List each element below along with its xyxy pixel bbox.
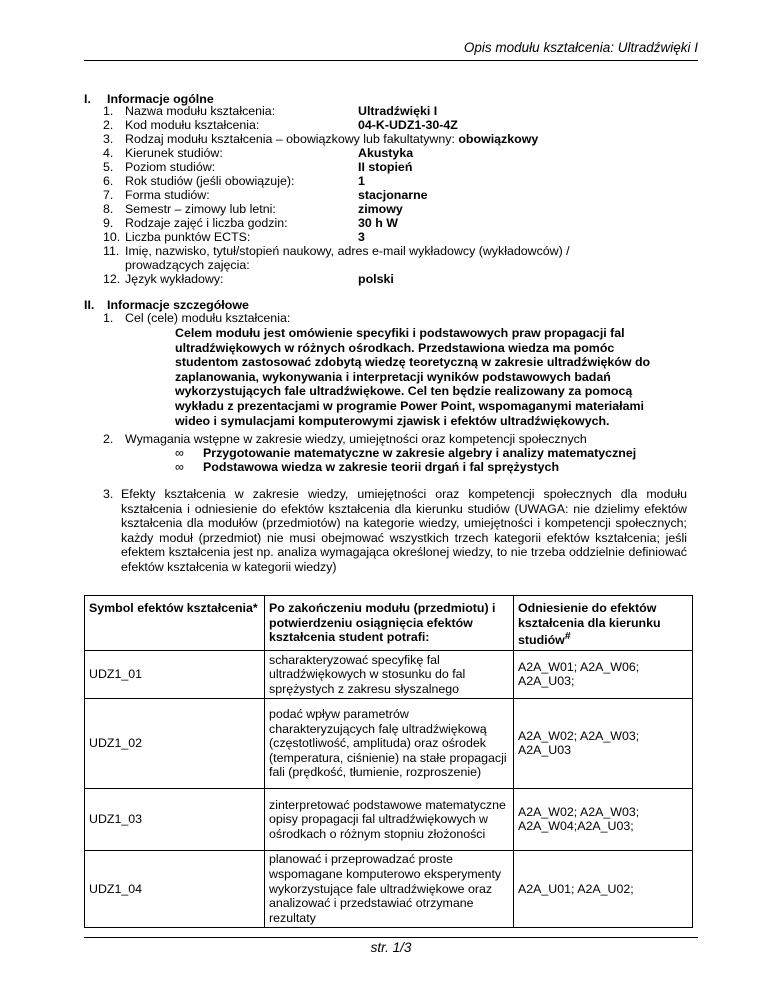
footer-divider bbox=[84, 937, 698, 938]
section-2-number: II. bbox=[84, 298, 95, 312]
column-header: Odniesienie do efektów kształcenia dla kierunku studiów# bbox=[514, 596, 693, 651]
table-cell-desc: planować i przeprowadzać proste wspomagane komputerowo eksperymenty wykorzystujące fale ultradźwiękowe oraz analizować i przedstawiać otrzymane rezultaty bbox=[265, 850, 514, 927]
field-value: Akustyka bbox=[358, 146, 414, 160]
list-item: 4. Kierunek studiów: bbox=[103, 146, 223, 160]
table-cell-desc: scharakteryzować specyfikę fal ultradźwiękowych w stosunku do fal sprężystych z zakresu słyszalnego bbox=[265, 650, 514, 698]
field-value: 30 h W bbox=[358, 216, 398, 230]
infinity-bullet-icon: ∞ bbox=[175, 460, 184, 474]
effects-description: Efekty kształcenia w zakresie wiedzy, umiejętności oraz kompetencji społecznych dla modułu kształcenia i odniesienie do efektów kształcenia dla kierunku studiów (UWAGA: nie dzielimy efektów kształcenia dla modułów (przedmiotów) na kategorie wiedzy, umiejętności i kompetencji społecznych; każdy moduł (przedmiot) nie musi obejmować wszystkich trzech kategorii efektów kształcenia; jeśli efektem kształcenia jest np. analiza wymagająca określonej wiedzy, to nie trzeba oddzielnie definiować efektów kształcenia w kategorii wiedzy) bbox=[121, 487, 687, 574]
table-row bbox=[85, 698, 693, 788]
field-value: obowiązkowy bbox=[458, 132, 539, 146]
table-row bbox=[85, 788, 693, 850]
field-value: 04-K-UDZ1-30-4Z bbox=[358, 118, 458, 132]
table-cell-ref: A2A_U01; A2A_U02; bbox=[514, 850, 693, 927]
table-cell-ref: A2A_W01; A2A_W06; A2A_U03; bbox=[514, 650, 693, 698]
list-item: 2. Kod modułu kształcenia: bbox=[103, 118, 260, 132]
footnote-mark: # bbox=[564, 631, 571, 643]
list-item: 3. Rodzaj modułu kształcenia – obowiązkowy lub fakultatywny: obowiązkowy bbox=[103, 132, 539, 146]
list-item: 11. Imię, nazwisko, tytuł/stopień naukowy, adres e-mail wykładowcy (wykładowców) / bbox=[103, 244, 570, 258]
list-number: 3. bbox=[103, 487, 114, 501]
requirement-bullet: ∞ Podstawowa wiedza w zakresie teorii drgań i fal sprężystych bbox=[175, 460, 560, 474]
list-item: 2. Wymagania wstępne w zakresie wiedzy, umiejętności oraz kompetencji społecznych bbox=[103, 432, 587, 446]
page-header-title: Opis modułu kształcenia: Ultradźwięki I bbox=[463, 40, 698, 55]
section-2-title: Informacje szczegółowe bbox=[107, 298, 249, 312]
list-item: 9. Rodzaje zajęć i liczba godzin: bbox=[103, 216, 288, 230]
column-header: Symbol efektów kształcenia* bbox=[85, 596, 265, 651]
table-header-row bbox=[85, 596, 693, 651]
field-value: polski bbox=[358, 272, 394, 286]
learning-effects-table bbox=[84, 595, 693, 928]
section-1-number: I. bbox=[84, 92, 91, 106]
field-value: 3 bbox=[358, 230, 365, 244]
list-item: 7. Forma studiów: bbox=[103, 188, 210, 202]
page-number: str. 1/3 bbox=[370, 940, 412, 955]
list-item: 10. Liczba punktów ECTS: bbox=[103, 230, 251, 244]
list-item: 1. Nazwa modułu kształcenia: bbox=[103, 104, 276, 118]
section-1-title: Informacje ogólne bbox=[107, 92, 214, 106]
table-row bbox=[85, 650, 693, 698]
table-cell-symbol: UDZ1_02 bbox=[85, 698, 265, 788]
requirement-bullet: ∞ Przygotowanie matematyczne w zakresie algebry i analizy matematycznej bbox=[175, 446, 637, 460]
table-row bbox=[85, 850, 693, 927]
table-cell-symbol: UDZ1_03 bbox=[85, 788, 265, 850]
field-value: II stopień bbox=[358, 160, 413, 174]
field-value: Ultradźwięki I bbox=[358, 104, 438, 118]
field-value: zimowy bbox=[358, 202, 403, 216]
list-item: 1. Cel (cele) modułu kształcenia: bbox=[103, 311, 291, 325]
table-cell-symbol: UDZ1_01 bbox=[85, 650, 265, 698]
list-item: 5. Poziom studiów: bbox=[103, 160, 216, 174]
header-divider bbox=[84, 60, 698, 61]
list-item: 12. Język wykładowy: bbox=[103, 272, 224, 286]
module-goal-text: Celem modułu jest omówienie specyfiki i podstawowych praw propagacji fal ultradźwiękowych w różnych ośrodkach. Przedstawiona wiedza ma pomóc studentom zastosować zdobytą wiedzę teoretyczną w zakresie ultradźwięków do zaplanowania, wykonywania i interpretacji wyników podstawowych badań wykorzystujących fale ultradźwiękowe. Cel ten będzie realizowany za pomocą wykładu z prezentacjami w programie Power Point, wspomaganymi materiałami wideo i symulacjami komputerowymi zjawisk i efektów ultradźwiękowych. bbox=[175, 326, 651, 428]
field-value: 1 bbox=[358, 174, 365, 188]
infinity-bullet-icon: ∞ bbox=[175, 446, 184, 460]
table-cell-symbol: UDZ1_04 bbox=[85, 850, 265, 927]
table-cell-ref: A2A_W02; A2A_W03; A2A_U03 bbox=[514, 698, 693, 788]
table-cell-desc: podać wpływ parametrów charakteryzujących falę ultradźwiękową (częstotliwość, amplituda) oraz ośrodek (temperatura, ciśnienie) na stałe propagacji fali (prędkość, tłumienie, rozproszenie) bbox=[265, 698, 514, 788]
table-cell-ref: A2A_W02; A2A_W03; A2A_W04;A2A_U03; bbox=[514, 788, 693, 850]
field-value: stacjonarne bbox=[358, 188, 428, 202]
list-item-continuation: prowadzących zajęcia: bbox=[125, 258, 250, 272]
list-item: 8. Semestr – zimowy lub letni: bbox=[103, 202, 276, 216]
list-item: 6. Rok studiów (jeśli obowiązuje): bbox=[103, 174, 295, 188]
table-cell-desc: zinterpretować podstawowe matematyczne opisy propagacji fal ultradźwiękowych w ośrodkach o różnym stopniu złożoności bbox=[265, 788, 514, 850]
column-header: Po zakończeniu modułu (przedmiotu) i potwierdzeniu osiągnięcia efektów kształcenia student potrafi: bbox=[265, 596, 514, 651]
